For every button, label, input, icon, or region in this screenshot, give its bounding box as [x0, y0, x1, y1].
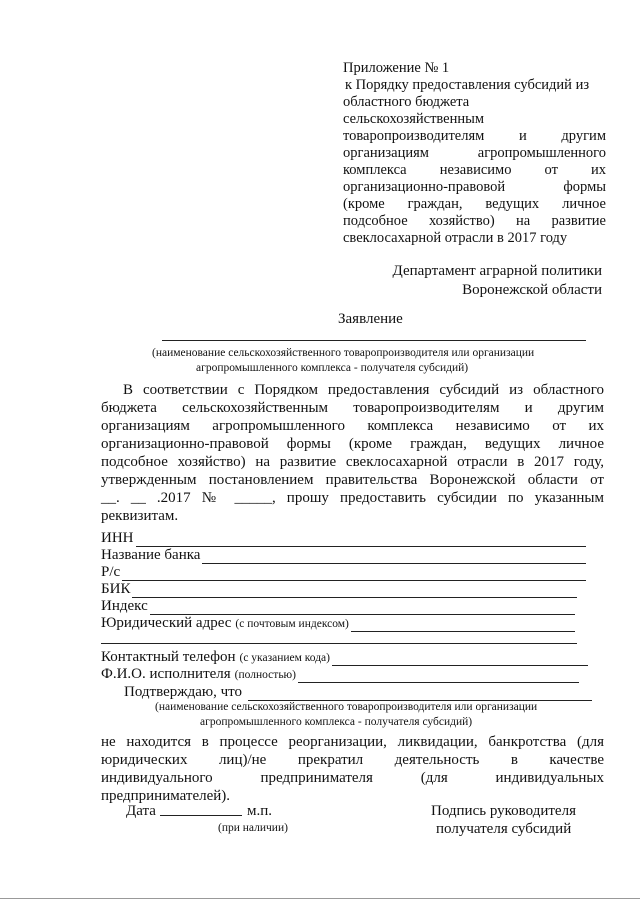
- appendix-block: [343, 60, 606, 247]
- appendix-line: подсобное хозяйство) на развитие: [343, 213, 606, 229]
- statement-line: В соответствии с Порядком предоставления субсидий из областного: [123, 382, 604, 398]
- appendix-line: областного бюджета: [343, 94, 470, 110]
- account-label: Р/с: [101, 564, 121, 580]
- bik-field[interactable]: [132, 584, 577, 598]
- account-field[interactable]: [122, 567, 586, 581]
- statement-line: утвержденным постановлением правительства Воронежской области от: [101, 472, 604, 488]
- address-row: [101, 614, 575, 632]
- executor-note: (полностью): [234, 669, 296, 681]
- mp-label: м.п.: [247, 803, 273, 819]
- statement-line: реквизитам.: [101, 508, 179, 524]
- index-field[interactable]: [150, 601, 575, 615]
- statement-line: __. __ .2017 № _____, прошу предоставить субсидии по указанным: [101, 490, 604, 506]
- signature-label-2: получателя субсидий: [436, 821, 572, 837]
- applicant-name-line[interactable]: [162, 340, 586, 341]
- appendix-line: (кроме граждан, ведущих личное: [343, 196, 606, 212]
- page-bottom-edge: [0, 898, 640, 899]
- statement-line: организациям агропромышленного комплекса независимо от их: [101, 418, 604, 434]
- inn-field[interactable]: [136, 533, 587, 547]
- index-label: Индекс: [101, 598, 148, 614]
- bik-label: БИК: [101, 581, 131, 597]
- confirm-caption-1: (наименование сельскохозяйственного товаропроизводителя или организации: [155, 701, 538, 713]
- statement-line: организационно-правовой формы (кроме граждан, ведущих личное: [101, 436, 604, 452]
- confirm-lead: Подтверждаю, что: [124, 684, 243, 700]
- recipient-line-2: Воронежской области: [462, 282, 602, 298]
- appendix-line: Приложение № 1: [343, 60, 450, 76]
- appendix-line: организациям агропромышленного: [343, 145, 606, 161]
- statement-line: подсобное хозяйство) на развитие свеклосахарной отрасли в 2017 году,: [101, 454, 604, 470]
- account-row: [101, 563, 586, 581]
- index-row: [101, 597, 575, 615]
- phone-note: (с указанием кода): [239, 652, 330, 664]
- appendix-line: товаропроизводителям и другим: [343, 128, 606, 144]
- signature-label-1: Подпись руководителя: [431, 803, 576, 819]
- phone-row: [101, 648, 588, 666]
- recipient-line-1: Департамент аграрной политики: [392, 263, 602, 279]
- applicant-caption-1: (наименование сельскохозяйственного товаропроизводителя или организации: [152, 347, 535, 359]
- confirm-line: индивидуального предпринимателя (для индивидуальных: [101, 770, 604, 786]
- confirm-name-field[interactable]: [248, 687, 592, 701]
- inn-row: [101, 529, 586, 547]
- confirm-line: юридических лиц)/не прекратил деятельность в качестве: [101, 752, 604, 768]
- statement-line: бюджета сельскохозяйственным товаропроизводителям и другим: [101, 400, 604, 416]
- bank-label: Название банка: [101, 547, 201, 563]
- inn-label: ИНН: [101, 530, 134, 546]
- appendix-line: свеклосахарной отрасли в 2017 году: [343, 230, 568, 246]
- phone-field[interactable]: [332, 652, 588, 666]
- appendix-line: организационно-правовой формы: [343, 179, 606, 195]
- address-note: (с почтовым индексом): [235, 618, 349, 630]
- appendix-line: к Порядку предоставления субсидий из: [345, 77, 590, 93]
- bank-row: [101, 546, 586, 564]
- address-field-continued[interactable]: [101, 643, 577, 644]
- statement-paragraph: [101, 381, 604, 525]
- phone-label: Контактный телефон: [101, 649, 236, 665]
- date-label: Дата: [126, 803, 156, 819]
- confirm-paragraph: [101, 733, 604, 805]
- document-title: Заявление: [338, 311, 403, 327]
- applicant-caption-2: агропромышленного комплекса - получателя субсидий): [196, 362, 469, 374]
- bank-field[interactable]: [202, 550, 586, 564]
- executor-label: Ф.И.О. исполнителя: [101, 666, 231, 682]
- date-field[interactable]: [160, 815, 242, 816]
- confirm-caption-2: агропромышленного комплекса - получателя субсидий): [200, 716, 473, 728]
- confirm-line: не находится в процессе реорганизации, ликвидации, банкротства (для: [101, 734, 604, 750]
- confirm-line: предпринимателей).: [101, 788, 231, 804]
- appendix-line: сельскохозяйственным: [343, 111, 485, 127]
- confirm-row: [124, 683, 592, 701]
- address-field[interactable]: [351, 618, 575, 632]
- mp-note: (при наличии): [218, 822, 288, 834]
- address-label: Юридический адрес: [101, 615, 232, 631]
- executor-row: [101, 665, 579, 683]
- bik-row: [101, 580, 577, 598]
- executor-field[interactable]: [298, 669, 579, 683]
- appendix-line: комплекса независимо от их: [343, 162, 606, 178]
